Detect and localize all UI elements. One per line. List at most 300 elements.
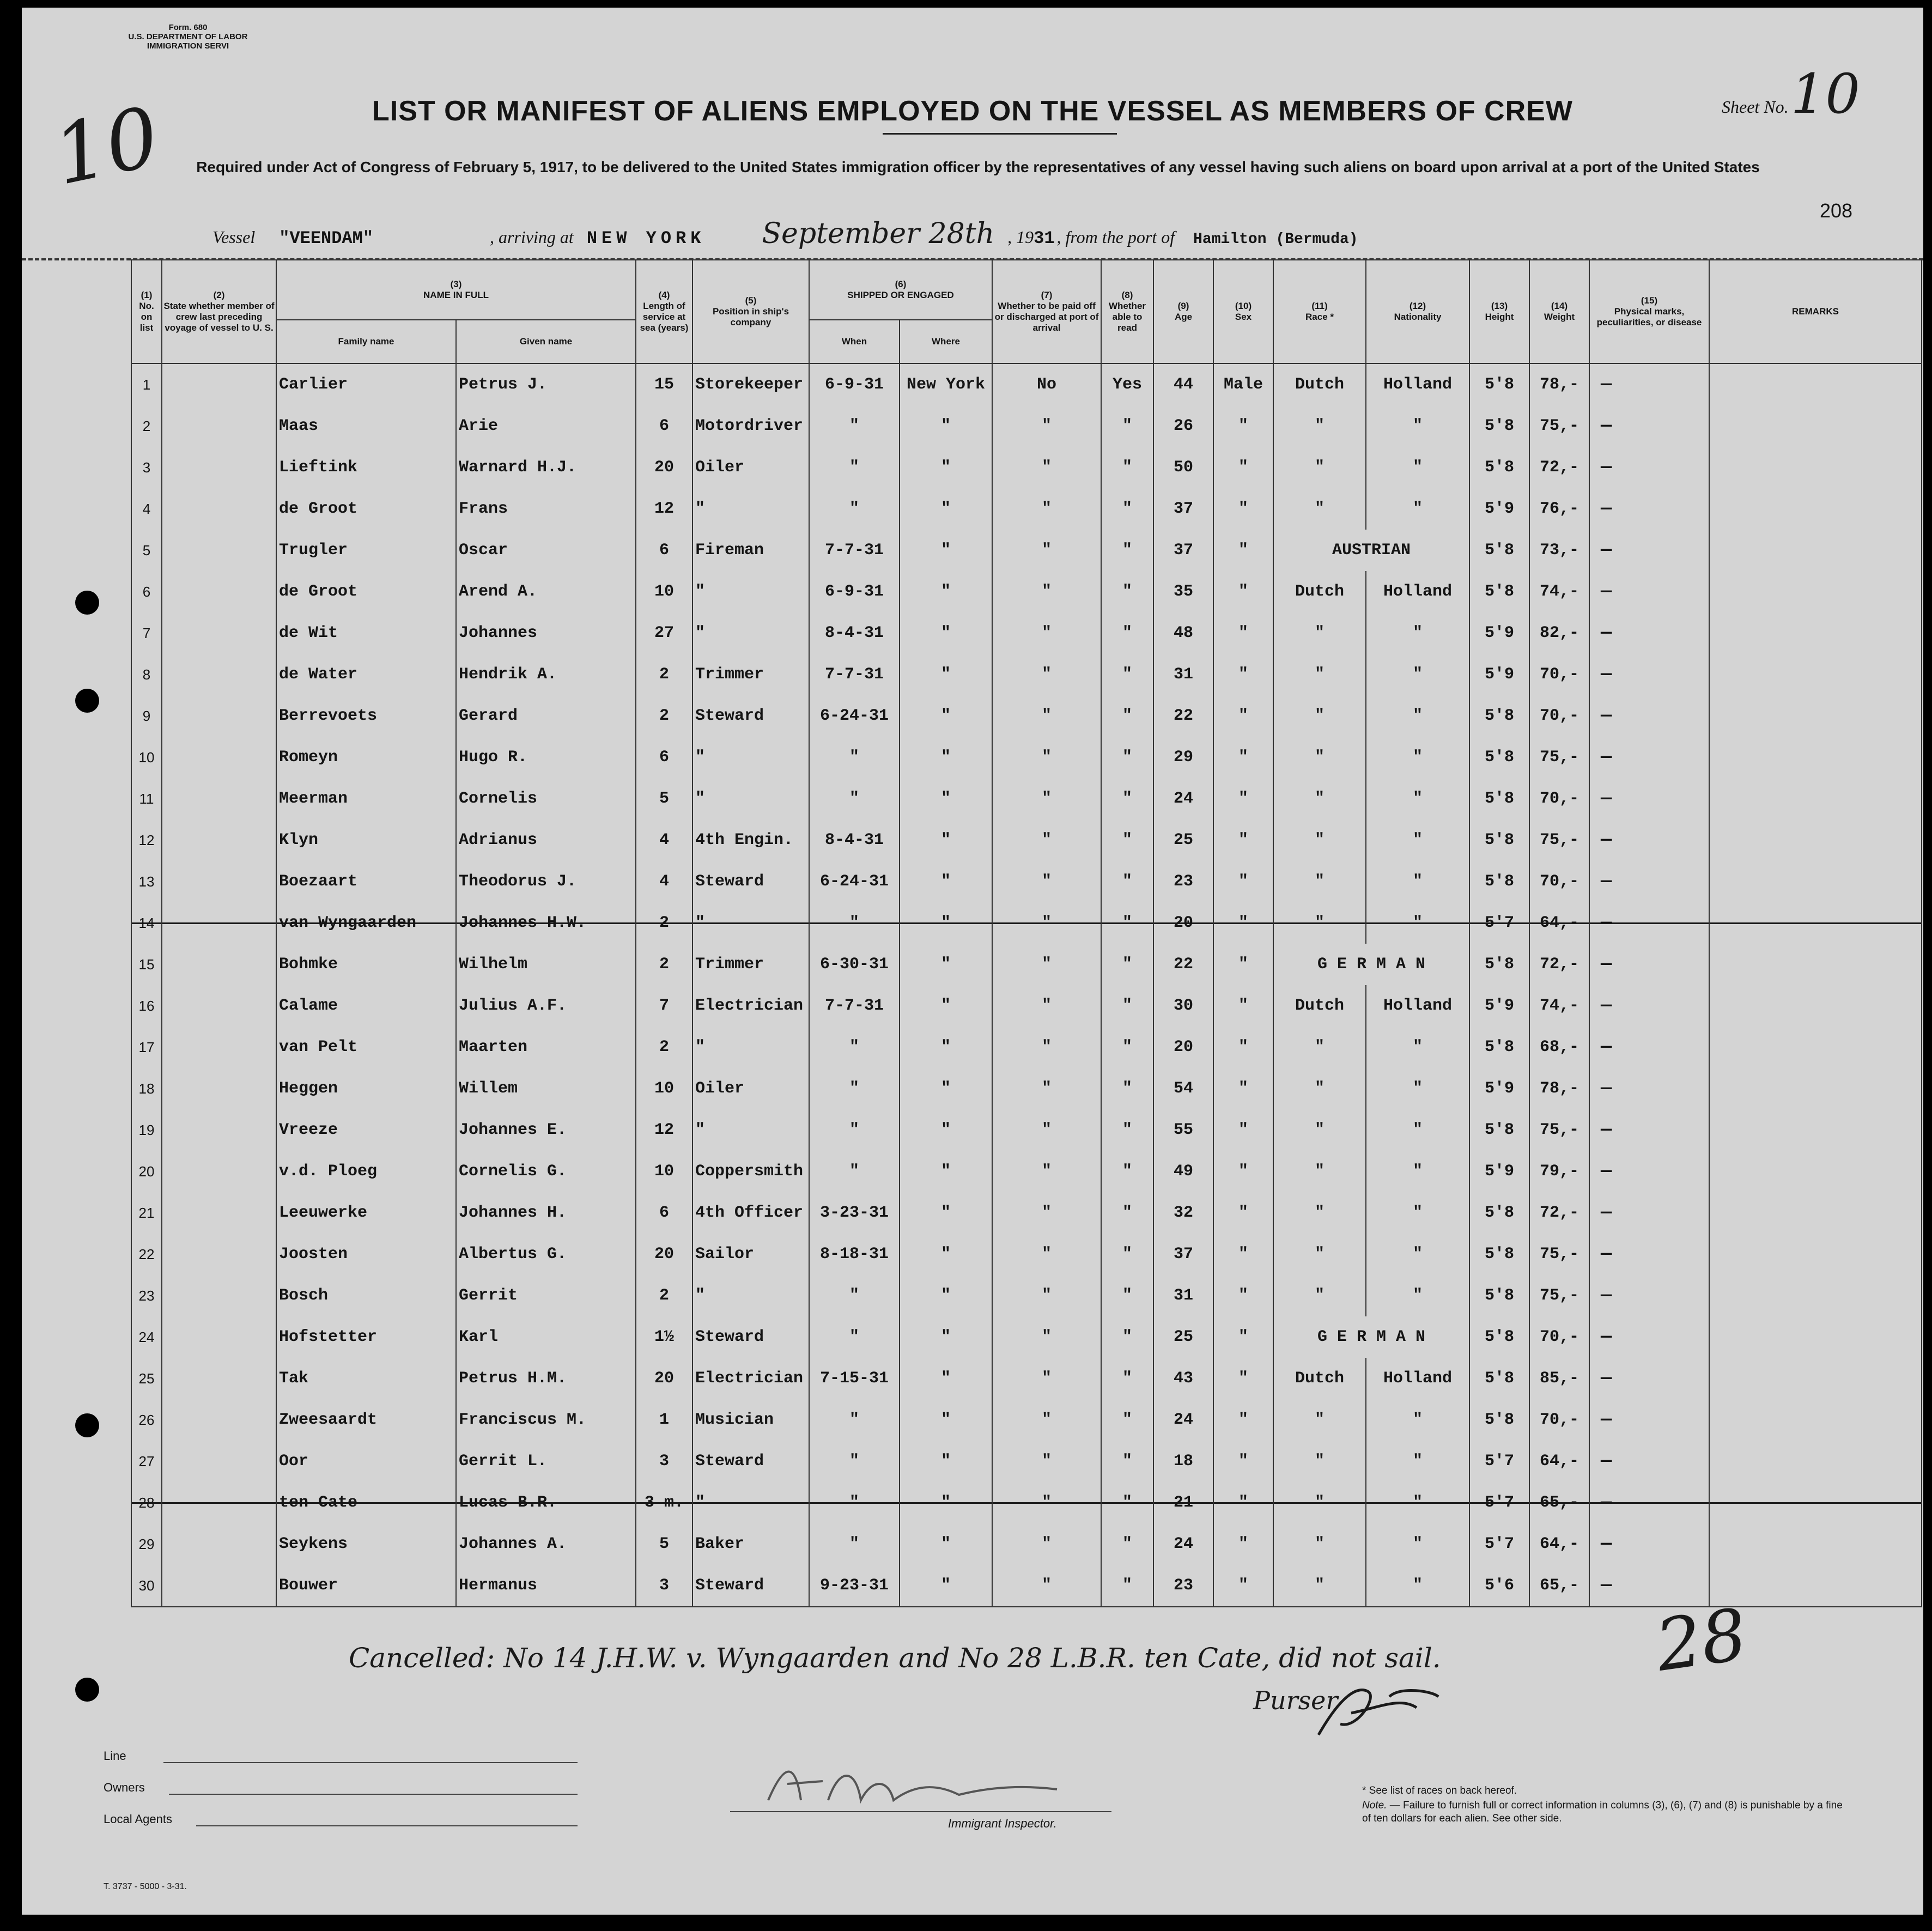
weight: 82,- (1529, 612, 1589, 654)
last-voyage-cell (162, 1565, 276, 1607)
given-name: Albertus G. (456, 1234, 636, 1275)
physical-marks: — (1589, 1358, 1709, 1399)
given-name: Maarten (456, 1027, 636, 1068)
last-voyage-cell (162, 695, 276, 737)
remarks-cell (1709, 861, 1922, 902)
sex: " (1213, 1192, 1273, 1234)
service-years: 10 (636, 1151, 692, 1192)
physical-marks: — (1589, 737, 1709, 778)
physical-marks: — (1589, 1068, 1709, 1109)
row-number: 22 (131, 1234, 162, 1275)
service-years: 1½ (636, 1316, 692, 1358)
col-position-header: (5) Position in ship's company (692, 260, 809, 363)
service-years: 12 (636, 488, 692, 530)
race: G E R M A N (1273, 1316, 1469, 1358)
punch-hole (75, 1678, 99, 1702)
able-to-read: " (1101, 1358, 1153, 1399)
race: " (1273, 1068, 1366, 1109)
family-name: van Pelt (276, 1027, 456, 1068)
remarks-cell (1709, 1316, 1922, 1358)
height: 5'9 (1469, 1068, 1529, 1109)
service-years: 20 (636, 447, 692, 488)
physical-marks: — (1589, 1523, 1709, 1565)
race: " (1273, 1523, 1366, 1565)
shipped-where: " (900, 1027, 992, 1068)
page-number: 208 (1820, 199, 1853, 222)
height: 5'8 (1469, 1275, 1529, 1316)
nationality: " (1366, 1523, 1469, 1565)
family-name: Joosten (276, 1234, 456, 1275)
physical-marks: — (1589, 363, 1709, 405)
paid-off: " (992, 488, 1101, 530)
family-name: Trugler (276, 530, 456, 571)
paid-off: " (992, 902, 1101, 944)
row-number: 5 (131, 530, 162, 571)
able-to-read: " (1101, 695, 1153, 737)
remarks-cell (1709, 1192, 1922, 1234)
shipped-where: " (900, 1068, 992, 1109)
shipped-when: 7-15-31 (809, 1358, 900, 1399)
age: 43 (1153, 1358, 1213, 1399)
last-voyage-cell (162, 737, 276, 778)
remarks-cell (1709, 1399, 1922, 1441)
family-name: Seykens (276, 1523, 456, 1565)
nationality: " (1366, 1399, 1469, 1441)
nationality: " (1366, 1441, 1469, 1482)
weight: 64,- (1529, 1523, 1589, 1565)
table-row (131, 1441, 1922, 1482)
nationality: " (1366, 1482, 1469, 1523)
agents-field (196, 1825, 578, 1826)
given-name: Petrus H.M. (456, 1358, 636, 1399)
nationality: " (1366, 1192, 1469, 1234)
race: " (1273, 1192, 1366, 1234)
position: " (692, 902, 809, 944)
shipped-where: " (900, 1565, 992, 1607)
remarks-cell (1709, 654, 1922, 695)
last-voyage-cell (162, 902, 276, 944)
nationality: " (1366, 902, 1469, 944)
nationality: " (1366, 695, 1469, 737)
able-to-read: " (1101, 447, 1153, 488)
remarks-cell (1709, 778, 1922, 819)
row-number: 26 (131, 1399, 162, 1441)
last-voyage-cell (162, 612, 276, 654)
service-years: 2 (636, 695, 692, 737)
position: Fireman (692, 530, 809, 571)
table-row (131, 363, 1922, 405)
weight: 74,- (1529, 985, 1589, 1027)
sex: " (1213, 1482, 1273, 1523)
position: Trimmer (692, 654, 809, 695)
nationality: Holland (1366, 571, 1469, 612)
height: 5'8 (1469, 695, 1529, 737)
family-name: Zweesaardt (276, 1399, 456, 1441)
family-name: Boezaart (276, 861, 456, 902)
table-row (131, 861, 1922, 902)
shipped-when: " (809, 1399, 900, 1441)
from-label: , from the port of (1056, 227, 1175, 247)
cancelled-note: Cancelled: No 14 J.H.W. v. Wyngaarden and No 28 L.B.R. ten Cate, did not sail. (349, 1642, 1441, 1674)
race: " (1273, 1234, 1366, 1275)
remarks-cell (1709, 1068, 1922, 1109)
row-number: 25 (131, 1358, 162, 1399)
sex: " (1213, 944, 1273, 985)
race: " (1273, 778, 1366, 819)
shipped-where: " (900, 778, 992, 819)
row-number: 15 (131, 944, 162, 985)
paid-off: " (992, 1151, 1101, 1192)
shipped-when: " (809, 405, 900, 447)
height: 5'8 (1469, 1399, 1529, 1441)
col-sex-header: (10) Sex (1213, 260, 1273, 363)
table-row (131, 1192, 1922, 1234)
physical-marks: — (1589, 1441, 1709, 1482)
family-name: Bohmke (276, 944, 456, 985)
physical-marks: — (1589, 1192, 1709, 1234)
sex: " (1213, 1399, 1273, 1441)
last-voyage-cell (162, 1482, 276, 1523)
col-when-header: When (809, 320, 900, 363)
col-age-header: (9) Age (1153, 260, 1213, 363)
able-to-read: " (1101, 405, 1153, 447)
position: Sailor (692, 1234, 809, 1275)
service-years: 2 (636, 902, 692, 944)
position: " (692, 778, 809, 819)
col-height-header: (13) Height (1469, 260, 1529, 363)
able-to-read: " (1101, 488, 1153, 530)
physical-marks: — (1589, 778, 1709, 819)
last-voyage-cell (162, 1192, 276, 1234)
family-name: Lieftink (276, 447, 456, 488)
shipped-when: 8-18-31 (809, 1234, 900, 1275)
nationality: " (1366, 1068, 1469, 1109)
given-name: Petrus J. (456, 363, 636, 405)
table-row (131, 1358, 1922, 1399)
weight: 70,- (1529, 778, 1589, 819)
given-name: Karl (456, 1316, 636, 1358)
given-name: Hendrik A. (456, 654, 636, 695)
race: " (1273, 1275, 1366, 1316)
paid-off: " (992, 1482, 1101, 1523)
weight: 73,- (1529, 530, 1589, 571)
nationality: " (1366, 1151, 1469, 1192)
from-port: Hamilton (Bermuda) (1193, 231, 1358, 248)
race: " (1273, 1482, 1366, 1523)
physical-marks: — (1589, 612, 1709, 654)
col-marks-header: (15) Physical marks, peculiarities, or disease (1589, 260, 1709, 363)
age: 25 (1153, 1316, 1213, 1358)
sex: " (1213, 1358, 1273, 1399)
inspector-label: Immigrant Inspector. (948, 1817, 1057, 1830)
height: 5'9 (1469, 654, 1529, 695)
service-years: 3 (636, 1441, 692, 1482)
arriving-port: NEW YORK (586, 228, 706, 248)
age: 25 (1153, 819, 1213, 861)
service-years: 2 (636, 654, 692, 695)
paid-off: " (992, 571, 1101, 612)
height: 5'8 (1469, 405, 1529, 447)
form-number: Form. 680 (168, 23, 208, 32)
race: Dutch (1273, 363, 1366, 405)
physical-marks: — (1589, 985, 1709, 1027)
age: 22 (1153, 695, 1213, 737)
sex: " (1213, 819, 1273, 861)
sex: " (1213, 571, 1273, 612)
age: 22 (1153, 944, 1213, 985)
given-name: Willem (456, 1068, 636, 1109)
given-name: Cornelis (456, 778, 636, 819)
age: 32 (1153, 1192, 1213, 1234)
physical-marks: — (1589, 902, 1709, 944)
col-service-header: (4) Length of service at sea (years) (636, 260, 692, 363)
shipped-where: " (900, 819, 992, 861)
age: 35 (1153, 571, 1213, 612)
last-voyage-cell (162, 985, 276, 1027)
last-voyage-cell (162, 1523, 276, 1565)
able-to-read: " (1101, 1275, 1153, 1316)
race: " (1273, 405, 1366, 447)
height: 5'8 (1469, 778, 1529, 819)
nationality: " (1366, 654, 1469, 695)
shipped-when: 3-23-31 (809, 1192, 900, 1234)
remarks-cell (1709, 1151, 1922, 1192)
able-to-read: " (1101, 1151, 1153, 1192)
shipped-when: 6-30-31 (809, 944, 900, 985)
height: 5'8 (1469, 944, 1529, 985)
col-shipped-header: (6) SHIPPED OR ENGAGED (809, 260, 992, 320)
punch-hole (75, 591, 99, 615)
shipped-when: " (809, 902, 900, 944)
row-number: 11 (131, 778, 162, 819)
paid-off: " (992, 737, 1101, 778)
last-voyage-cell (162, 530, 276, 571)
shipped-where: " (900, 1316, 992, 1358)
shipped-where: " (900, 488, 992, 530)
col-nationality-header: (12) Nationality (1366, 260, 1469, 363)
position: 4th Engin. (692, 819, 809, 861)
tally-mark: 28 (1651, 1593, 1752, 1687)
shipped-where: " (900, 861, 992, 902)
table-row (131, 737, 1922, 778)
family-name: v.d. Ploeg (276, 1151, 456, 1192)
given-name: Julius A.F. (456, 985, 636, 1027)
line-label: Line (104, 1749, 126, 1763)
paid-off: " (992, 654, 1101, 695)
able-to-read: " (1101, 1192, 1153, 1234)
given-name: Adrianus (456, 819, 636, 861)
given-name: Johannes A. (456, 1523, 636, 1565)
race: Dutch (1273, 1358, 1366, 1399)
age: 20 (1153, 902, 1213, 944)
race: " (1273, 1565, 1366, 1607)
col-last-voyage-header: (2) State whether member of crew last preceding voyage of vessel to U. S. (162, 260, 276, 363)
race: Dutch (1273, 571, 1366, 612)
inspector-line (730, 1811, 1111, 1812)
height: 5'8 (1469, 819, 1529, 861)
remarks-cell (1709, 571, 1922, 612)
height: 5'8 (1469, 1192, 1529, 1234)
row-number: 7 (131, 612, 162, 654)
weight: 76,- (1529, 488, 1589, 530)
shipped-when: 6-24-31 (809, 695, 900, 737)
height: 5'8 (1469, 1234, 1529, 1275)
shipped-when: 7-7-31 (809, 530, 900, 571)
remarks-cell (1709, 944, 1922, 985)
height: 5'6 (1469, 1565, 1529, 1607)
paid-off: " (992, 1275, 1101, 1316)
service-years: 10 (636, 1068, 692, 1109)
last-voyage-cell (162, 778, 276, 819)
paid-off: No (992, 363, 1101, 405)
shipped-where: " (900, 1482, 992, 1523)
table-row (131, 985, 1922, 1027)
shipped-when: " (809, 488, 900, 530)
table-row (131, 944, 1922, 985)
able-to-read: " (1101, 1482, 1153, 1523)
family-name: Tak (276, 1358, 456, 1399)
row-number: 9 (131, 695, 162, 737)
shipped-where: " (900, 405, 992, 447)
height: 5'9 (1469, 985, 1529, 1027)
given-name: Frans (456, 488, 636, 530)
sex: " (1213, 1441, 1273, 1482)
row-number: 19 (131, 1109, 162, 1151)
nationality: " (1366, 1109, 1469, 1151)
paid-off: " (992, 695, 1101, 737)
vessel-name: "VEENDAM" (279, 228, 374, 248)
shipped-where: " (900, 612, 992, 654)
age: 24 (1153, 778, 1213, 819)
position: " (692, 1275, 809, 1316)
paid-off: " (992, 861, 1101, 902)
paid-off: " (992, 1068, 1101, 1109)
service-years: 6 (636, 1192, 692, 1234)
table-row (131, 1565, 1922, 1607)
race: AUSTRIAN (1273, 530, 1469, 571)
family-name: Hofstetter (276, 1316, 456, 1358)
paid-off: " (992, 1109, 1101, 1151)
paid-off: " (992, 819, 1101, 861)
paid-off: " (992, 1027, 1101, 1068)
sex: " (1213, 530, 1273, 571)
family-name: Romeyn (276, 737, 456, 778)
nationality: " (1366, 447, 1469, 488)
last-voyage-cell (162, 363, 276, 405)
remarks-cell (1709, 1358, 1922, 1399)
print-code: T. 3737 - 5000 - 3-31. (104, 1882, 187, 1891)
shipped-when: " (809, 1151, 900, 1192)
weight: 75,- (1529, 737, 1589, 778)
position: " (692, 488, 809, 530)
height: 5'8 (1469, 363, 1529, 405)
year-suffix: 31 (1034, 228, 1055, 248)
service-years: 2 (636, 1027, 692, 1068)
nationality: " (1366, 861, 1469, 902)
race: " (1273, 819, 1366, 861)
shipped-where: " (900, 1399, 992, 1441)
remarks-cell (1709, 447, 1922, 488)
requirement-text: Required under Act of Congress of February 5, 1917, to be delivered to the United States immigration officer by the representatives of any vessel having such aliens on board upon arrival at a port of the United States (196, 159, 1760, 175)
given-name: Johannes H. (456, 1192, 636, 1234)
position: Steward (692, 1316, 809, 1358)
able-to-read: " (1101, 530, 1153, 571)
height: 5'8 (1469, 861, 1529, 902)
sex: " (1213, 1151, 1273, 1192)
shipped-where: " (900, 447, 992, 488)
weight: 70,- (1529, 861, 1589, 902)
weight: 85,- (1529, 1358, 1589, 1399)
position: Storekeeper (692, 363, 809, 405)
able-to-read: " (1101, 1523, 1153, 1565)
position: Electrician (692, 1358, 809, 1399)
paid-off: " (992, 944, 1101, 985)
row-number: 8 (131, 654, 162, 695)
family-name: Vreeze (276, 1109, 456, 1151)
able-to-read: " (1101, 654, 1153, 695)
weight: 70,- (1529, 1399, 1589, 1441)
position: Steward (692, 861, 809, 902)
position: " (692, 571, 809, 612)
weight: 70,- (1529, 654, 1589, 695)
able-to-read: " (1101, 902, 1153, 944)
physical-marks: — (1589, 819, 1709, 861)
physical-marks: — (1589, 1151, 1709, 1192)
sex: " (1213, 695, 1273, 737)
remarks-cell (1709, 985, 1922, 1027)
shipped-where: " (900, 654, 992, 695)
given-name: Johannes E. (456, 1109, 636, 1151)
sex: " (1213, 778, 1273, 819)
service-years: 6 (636, 737, 692, 778)
sex: " (1213, 612, 1273, 654)
weight: 79,- (1529, 1151, 1589, 1192)
nationality: Holland (1366, 985, 1469, 1027)
height: 5'8 (1469, 571, 1529, 612)
owners-label: Owners (104, 1781, 145, 1794)
height: 5'7 (1469, 902, 1529, 944)
physical-marks: — (1589, 1482, 1709, 1523)
service-years: 3 (636, 1565, 692, 1607)
note-fine-prefix: Note. (1362, 1800, 1387, 1811)
shipped-when: " (809, 778, 900, 819)
age: 26 (1153, 405, 1213, 447)
service-years: 15 (636, 363, 692, 405)
col-race-header: (11) Race * (1273, 260, 1366, 363)
paid-off: " (992, 1399, 1101, 1441)
table-row (131, 654, 1922, 695)
paid-off: " (992, 1565, 1101, 1607)
shipped-where: " (900, 944, 992, 985)
shipped-when: 7-7-31 (809, 654, 900, 695)
given-name: Gerrit (456, 1275, 636, 1316)
punch-hole (75, 1413, 99, 1437)
table-row (131, 778, 1922, 819)
shipped-when: " (809, 1109, 900, 1151)
age: 24 (1153, 1399, 1213, 1441)
shipped-when: " (809, 1441, 900, 1482)
height: 5'9 (1469, 488, 1529, 530)
service-years: 1 (636, 1399, 692, 1441)
col-weight-header: (14) Weight (1529, 260, 1589, 363)
physical-marks: — (1589, 488, 1709, 530)
remarks-cell (1709, 1275, 1922, 1316)
family-name: ten Cate (276, 1482, 456, 1523)
row-number: 4 (131, 488, 162, 530)
remarks-cell (1709, 1523, 1922, 1565)
position: Baker (692, 1523, 809, 1565)
sex: " (1213, 447, 1273, 488)
